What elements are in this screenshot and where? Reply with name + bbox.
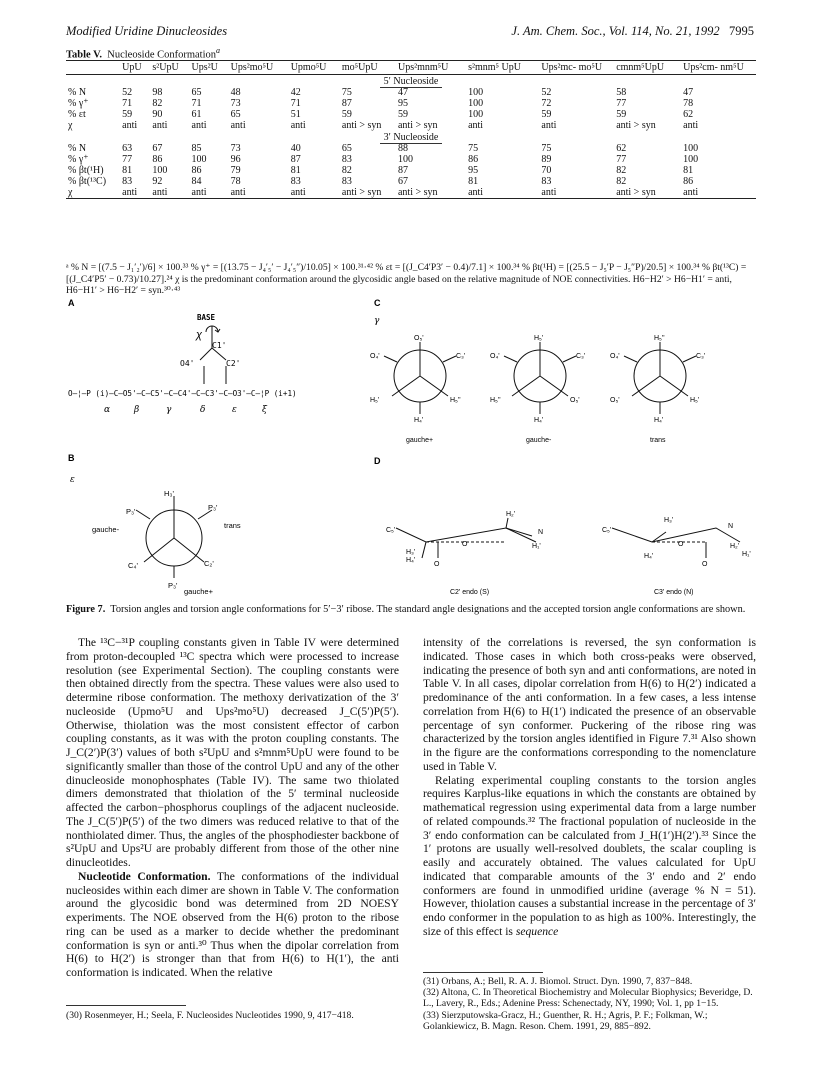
table-cell: 82: [152, 98, 163, 109]
table-cell: anti: [191, 120, 207, 131]
table-caption: Table V. Nucleoside Conformation$^a$: [66, 46, 221, 61]
chi-label: χ: [196, 329, 203, 341]
section-header-row: [66, 131, 756, 143]
svg-text:O₅': O₅': [570, 397, 580, 404]
table-cell: 100: [683, 154, 699, 165]
table-cell: 59: [341, 109, 352, 120]
table-cell: 81: [290, 165, 301, 176]
svg-text:H₁': H₁': [532, 543, 541, 550]
table-cell: 81: [468, 176, 479, 187]
table-cell: 100: [191, 154, 207, 165]
column-header: Upmo⁵U: [289, 61, 340, 75]
delta-label: δ: [200, 405, 206, 415]
paragraph: The ¹³C−³¹P coupling constants given in Table IV were determined from proton-decoupled ¹³C spectra which were processed to increase resolution (see Experimental Section). The coupling constants were then obtained directly from the spectra. These values were also used to determine ribose conformation. The methoxy derivatization of the 3′ nucleoside (Upmo⁵U and Ups²mo⁵U) decreased J_C(5′)P(5′). Otherwise, thiolation was the most consistent effector of carbon coupling constants, as it was with the proton coupling constants. The J_C(2′)P(3′) values of both s²UpU and s²mnm⁵UpU were found to be significantly smaller than those of the control UpU and any of the other dinucleoside monophosphates (Table IV). The same two thiolated dimers demonstrated that thiolation of the 5′ terminal nucleoside affected the carbon−phosphorus couplings of the adjacent nucleoside. The J_C(5′)P(5′) of the two dimers was reduced relative to that of the nonthiolated dimer. Thus, the angles of the phosphodiester backbone of s²UpU and Ups²U are probably different from those of the other nine dinucleotides.: [66, 636, 399, 869]
panel-c-gamma: γ: [374, 316, 380, 326]
table-cell: 82: [341, 165, 352, 176]
table-cell: 52: [122, 87, 133, 98]
paragraph: Nucleotide Conformation. The conformations of the individual nucleosides within each dimer are shown in Table V. The conformation around the glycosidic bond was determined from 2D NOESY experiments. The NOE observed from the H(6) proton to the ribose ring can be used as a marker to decide whether the predominant conformation is syn or anti.³⁰ Thus when the dipolar correlation from H(6) to H(2′) is stronger than that from H(6) to H(1′), the anti conformation is indicated. When the relative: [66, 869, 399, 979]
newman-c: [384, 342, 696, 414]
row-label-header: [66, 61, 120, 75]
table-cell: 90: [152, 109, 163, 120]
table-cell: 77: [122, 154, 133, 165]
table-row: [66, 187, 756, 199]
table-cell: 83: [541, 176, 552, 187]
table-cell: 100: [468, 87, 484, 98]
gamma-label: γ: [166, 405, 172, 415]
svg-text:H₅': H₅': [690, 397, 700, 404]
svg-text:O₄': O₄': [370, 353, 380, 360]
table-cell: 77: [616, 154, 627, 165]
table-cell: 78: [230, 176, 241, 187]
nucleoside-conformation-table: [66, 60, 756, 199]
svg-text:H₂': H₂': [730, 543, 740, 550]
svg-text:C₃': C₃': [576, 353, 586, 360]
table-cell: 100: [468, 98, 484, 109]
table-cell: 51: [290, 109, 301, 120]
svg-text:C₅': C₅': [602, 527, 612, 534]
table-footnote: ᵃ % N = [(7.5 − J₁′₂′)/6] × 100.³³ % γ⁺ = [(13.75 − J₄′₅′ − J₄′₅″)/10.05] × 100.³¹·⁴² % εt = [(J_C4′P3′ − 0.4)/7.1] × 100.³⁴ % βt(¹H) = [(25.5 − J₅′P − J₅″P)/20.5] × 100.³⁴ % βt(¹³C) = [(J_C4′P5′ − 0.73)/10.27].²⁴ χ is the predominant conformation around the glycosidic angle based on the relative magnitude of NOE connectivities. H6−H2′ > H6−H1′ = anti, H6−H1′ > H6−H2′ = syn.³⁰·⁴³: [66, 262, 747, 296]
b-gauche-minus-label: gauche-: [92, 525, 120, 534]
table-cell: 47: [397, 87, 408, 98]
page-number: 7995: [729, 24, 754, 38]
footnote-30: (30) Rosenmeyer, H.; Seela, F. Nucleosides Nucleotides 1990, 9, 417−418.: [66, 1010, 354, 1021]
row-label: % βt(¹H): [68, 165, 104, 176]
svg-text:O: O: [462, 541, 468, 548]
column-header: Ups²cm- nm⁵U: [681, 61, 756, 75]
svg-text:O₅': O₅': [414, 335, 424, 342]
svg-text:H₅': H₅': [534, 335, 544, 342]
table-cell: 89: [541, 154, 552, 165]
table-cell: 65: [191, 87, 202, 98]
table-cell: 83: [341, 154, 352, 165]
table-cell: 67: [152, 143, 163, 154]
journal-citation: J. Am. Chem. Soc., Vol. 114, No. 21, 1992 7995: [511, 24, 754, 38]
table-cell: 62: [616, 143, 627, 154]
svg-text:H₅'': H₅'': [490, 397, 501, 404]
table-cell: 65: [341, 143, 352, 154]
beta-label: β: [134, 405, 140, 415]
table-cell: 85: [191, 143, 202, 154]
footnote-31: (31) Orbans, A.; Bell, R. A. J. Biomol. Struct. Dyn. 1990, 7, 837−848.: [423, 976, 693, 987]
table-cell: 86: [191, 165, 202, 176]
panel-a-label: A: [68, 298, 75, 308]
svg-text:H₄': H₄': [414, 417, 424, 424]
svg-text:H₁': H₁': [742, 551, 751, 558]
row-label: % γ⁺: [68, 98, 89, 109]
row-label: % N: [68, 87, 87, 98]
table-cell: anti > syn: [396, 187, 466, 199]
table-row: [66, 120, 756, 131]
table-cell: anti: [539, 187, 614, 199]
body-column-left: [66, 636, 399, 980]
table-cell: 67: [397, 176, 408, 187]
table-cell: 47: [683, 87, 694, 98]
table-cell: 59: [616, 109, 627, 120]
table-cell: 92: [152, 176, 163, 187]
svg-text:H₃': H₃': [664, 517, 674, 524]
column-header: mo⁵UpU: [340, 61, 396, 75]
panel-b-label: B: [68, 453, 75, 463]
svg-text:N: N: [728, 523, 734, 530]
table-cell: anti: [681, 187, 756, 199]
panel-b-epsilon: ε: [70, 475, 75, 485]
svg-text:O: O: [434, 561, 440, 568]
b-c2-label: C₂': [204, 559, 214, 568]
footnotes-right: [423, 976, 756, 1032]
column-header: s²UpU: [150, 61, 189, 75]
svg-text:O₅': O₅': [610, 397, 620, 404]
row-label: χ: [66, 187, 120, 199]
row-label: % εt: [68, 109, 86, 120]
svg-text:H₄': H₄': [654, 417, 664, 424]
table-cell: 71: [290, 98, 301, 109]
table-cell: 83: [290, 176, 301, 187]
svg-text:N: N: [538, 529, 544, 536]
svg-text:H₅': H₅': [370, 397, 380, 404]
column-header: Ups²mo⁵U: [229, 61, 289, 75]
svg-text:trans: trans: [650, 437, 666, 444]
table-cell: 65: [230, 109, 241, 120]
table-cell: 87: [341, 98, 352, 109]
table-cell: 98: [152, 87, 163, 98]
table-row: [66, 109, 756, 120]
table-cell: 81: [122, 165, 133, 176]
footnote-rule-right: [423, 972, 543, 973]
table-cell: 59: [541, 109, 552, 120]
table-cell: anti: [468, 120, 484, 131]
b-trans-label: trans: [224, 521, 241, 530]
section-title: 5′ Nucleoside: [380, 76, 443, 88]
column-header: Ups²mnm⁵U: [396, 61, 466, 75]
table-cell: 87: [397, 165, 408, 176]
svg-text:O₄': O₄': [610, 353, 620, 360]
table-cell: anti: [230, 120, 246, 131]
row-label: % βt(¹³C): [68, 176, 107, 187]
b-p3c-label: P₃': [168, 581, 178, 590]
table-cell: 59: [397, 109, 408, 120]
table-cell: anti: [120, 187, 150, 199]
row-label: χ: [68, 120, 73, 131]
table-cell: anti: [289, 187, 340, 199]
svg-text:gauche+: gauche+: [406, 437, 434, 444]
table-cell: 73: [230, 143, 241, 154]
table-cell: 96: [230, 154, 241, 165]
table-cell: anti > syn: [340, 187, 396, 199]
table-row: [66, 143, 756, 154]
table-cell: 70: [541, 165, 552, 176]
b-p3a-label: P₃': [126, 507, 136, 516]
table-cell: 95: [468, 165, 479, 176]
table-cell: 86: [468, 154, 479, 165]
svg-text:H₃': H₃': [406, 549, 416, 556]
table-cell: 84: [191, 176, 202, 187]
row-label: % N: [68, 143, 87, 154]
table-cell: 71: [122, 98, 133, 109]
figure-7: [66, 296, 756, 606]
table-cell: anti > syn: [341, 120, 382, 131]
table-cell: anti: [683, 120, 699, 131]
panel-a-bonds: [200, 326, 226, 384]
o4-label: O4': [180, 359, 195, 368]
panel-d-label: D: [374, 456, 381, 466]
svg-text:O₄': O₄': [490, 353, 500, 360]
newman-b: [136, 496, 212, 578]
figure-caption: Figure 7. Torsion angles and torsion angle conformations for 5′−3′ ribose. The standard angle designations and the accepted torsion angle conformations are shown.: [66, 604, 746, 615]
table-cell: 100: [468, 109, 484, 120]
svg-text:H₄': H₄': [406, 557, 416, 564]
table-cell: 62: [683, 109, 694, 120]
table-header-row: [66, 61, 756, 75]
table-cell: 59: [122, 109, 133, 120]
column-header: cmnm⁵UpU: [614, 61, 681, 75]
table-cell: 73: [230, 98, 241, 109]
section-header-row: [66, 75, 756, 88]
table-cell: 77: [616, 98, 627, 109]
table-cell: 83: [341, 176, 352, 187]
svg-text:C₅': C₅': [386, 527, 396, 534]
panel-c-label: C: [374, 298, 381, 308]
panel-d-labels: [386, 511, 751, 596]
table-cell: 40: [290, 143, 301, 154]
table-cell: 75: [541, 143, 552, 154]
table-cell: 100: [683, 143, 699, 154]
footnotes-left: [66, 1010, 399, 1021]
table-cell: 100: [397, 154, 413, 165]
table-cell: 71: [191, 98, 202, 109]
table-cell: 87: [290, 154, 301, 165]
b-p3b-label: P₃': [208, 503, 218, 512]
column-header: Ups²mc- mo⁵U: [539, 61, 614, 75]
table-cell: 81: [683, 165, 694, 176]
svg-text:C₃': C₃': [696, 353, 706, 360]
footnote-33: (33) Sierzputowska-Gracz, H.; Guenther, R. H.; Agris, P. F.; Folkman, W.; Golankiewicz, B. Magn. Reson. Chem. 1991, 29, 885−892.: [423, 1009, 708, 1032]
table-cell: anti: [122, 120, 138, 131]
svg-text:H₂': H₂': [506, 511, 516, 518]
svg-text:H₅'': H₅'': [450, 397, 461, 404]
table-cell: 48: [230, 87, 241, 98]
table-cell: 63: [122, 143, 133, 154]
table-cell: anti > syn: [397, 120, 438, 131]
c1-label: C1': [212, 341, 227, 350]
svg-text:C₃': C₃': [456, 353, 466, 360]
table-row: [66, 154, 756, 165]
row-label: % γ⁺: [68, 154, 89, 165]
column-header: UpU: [120, 61, 150, 75]
table-cell: 58: [616, 87, 627, 98]
table-cell: anti: [290, 120, 306, 131]
table-cell: 75: [468, 143, 479, 154]
table-cell: anti > syn: [616, 120, 656, 131]
running-header: [66, 24, 754, 40]
svg-text:H₅'': H₅'': [654, 335, 665, 342]
table-cell: 88: [397, 143, 408, 154]
table-cell: 82: [616, 165, 627, 176]
table-row: [66, 98, 756, 109]
table-cell: 61: [191, 109, 202, 120]
svg-text:H₄': H₄': [644, 553, 654, 560]
svg-text:C2' endo (S): C2' endo (S): [450, 589, 490, 596]
torsion-angle-labels: [104, 405, 268, 415]
table-cell: anti: [190, 187, 229, 199]
zeta-label: ξ: [262, 405, 267, 415]
svg-text:O: O: [702, 561, 708, 568]
footnote-32: (32) Altona, C. In Theoretical Biochemistry and Molecular Biophysics; Beveridge, D. L., Lavery, R., Eds.; Adenine Press: Schenectady, NY, 1990; Vol. 1, pp 1−15.: [423, 987, 753, 1010]
table-cell: 79: [230, 165, 241, 176]
table-row: [66, 87, 756, 98]
svg-text:O: O: [678, 541, 684, 548]
table-cell: 83: [122, 176, 133, 187]
svg-text:gauche-: gauche-: [526, 437, 552, 444]
table-cell: 52: [541, 87, 552, 98]
section-title: 3′ Nucleoside: [380, 132, 443, 144]
svg-text:C3' endo (N): C3' endo (N): [654, 589, 694, 596]
torsion-angle-figure: [66, 296, 756, 606]
paragraph: Relating experimental coupling constants to the torsion angles requires Karplus-like equations in which the constants are obtained by mathematical regression using experimental data from a large number of related compounds.³² The fractional population of nucleoside in the 3′ endo conformation can be calculated from J_H(1′)H(2′).³³ Since the 1′ protons are usually well-resolved doublets, the scalar coupling is easily and accurately obtained. The values calculated for UpU indicated that comparable amounts of the 3′ endo and 2′ endo conformers are found in unmodified uridine (average % N = 51). However, thiolation causes a substantial increase in the percentage of 3′ endo conformer in the population to as high as 100%. Interestingly, the size of this effect is sequence: [423, 773, 756, 938]
footnote-rule-left: [66, 1005, 186, 1006]
table-cell: 75: [341, 87, 352, 98]
b-h3-label: H₃': [164, 489, 174, 498]
backbone-chain: O–¦–P (i)–C–O5'–C–C5'–C–C4'–C–C3'–C–O3'–C–¦P (i+1): [68, 389, 297, 398]
table-cell: anti: [152, 120, 168, 131]
table-cell: anti: [150, 187, 189, 199]
table-cell: 78: [683, 98, 694, 109]
running-title: Modified Uridine Dinucleosides: [66, 24, 228, 38]
table-cell: 72: [541, 98, 552, 109]
table-cell: anti: [229, 187, 289, 199]
table-cell: 42: [290, 87, 301, 98]
ring-pucker-d: [396, 518, 740, 558]
base-label: BASE: [196, 313, 216, 322]
table-row: [66, 176, 756, 187]
table-cell: anti: [466, 187, 539, 199]
table-cell: 82: [616, 176, 627, 187]
alpha-label: α: [104, 405, 111, 415]
table-cell: 100: [152, 165, 168, 176]
column-header: Ups²U: [190, 61, 229, 75]
table-cell: 86: [152, 154, 163, 165]
svg-text:H₄': H₄': [534, 417, 544, 424]
b-c4-label: C₄': [128, 561, 138, 570]
paragraph: intensity of the correlations is reversed, the syn conformation is indicated. Those cases in which both cross-peaks were observed, indicating the presence of both syn and anti conformations, are noted in Table V. In all cases, dipolar correlation from H(6) to H(2′) indicated a predominance of the anti conformation. In a few cases, a less intense correlation from H(6) to H(1′) indicated the presence of an observable percentage of syn conformer. Puckering of the ribose ring was characterized by the torsion angles identified in Figure 7.³¹ Also shown in the figure are the conformations corresponding to the nomenclature used in Table V.: [423, 636, 756, 773]
body-column-right: [423, 636, 756, 939]
table-row: [66, 165, 756, 176]
column-header: s²mnm⁵ UpU: [466, 61, 539, 75]
epsilon-label: ε: [232, 405, 237, 415]
table-cell: anti > syn: [614, 187, 681, 199]
table-cell: 86: [683, 176, 694, 187]
c2-label: C2': [226, 359, 241, 368]
table-cell: anti: [541, 120, 557, 131]
panel-b-labels: [92, 489, 241, 596]
table-cell: 95: [397, 98, 408, 109]
b-gauche-plus-label: gauche+: [184, 587, 213, 596]
